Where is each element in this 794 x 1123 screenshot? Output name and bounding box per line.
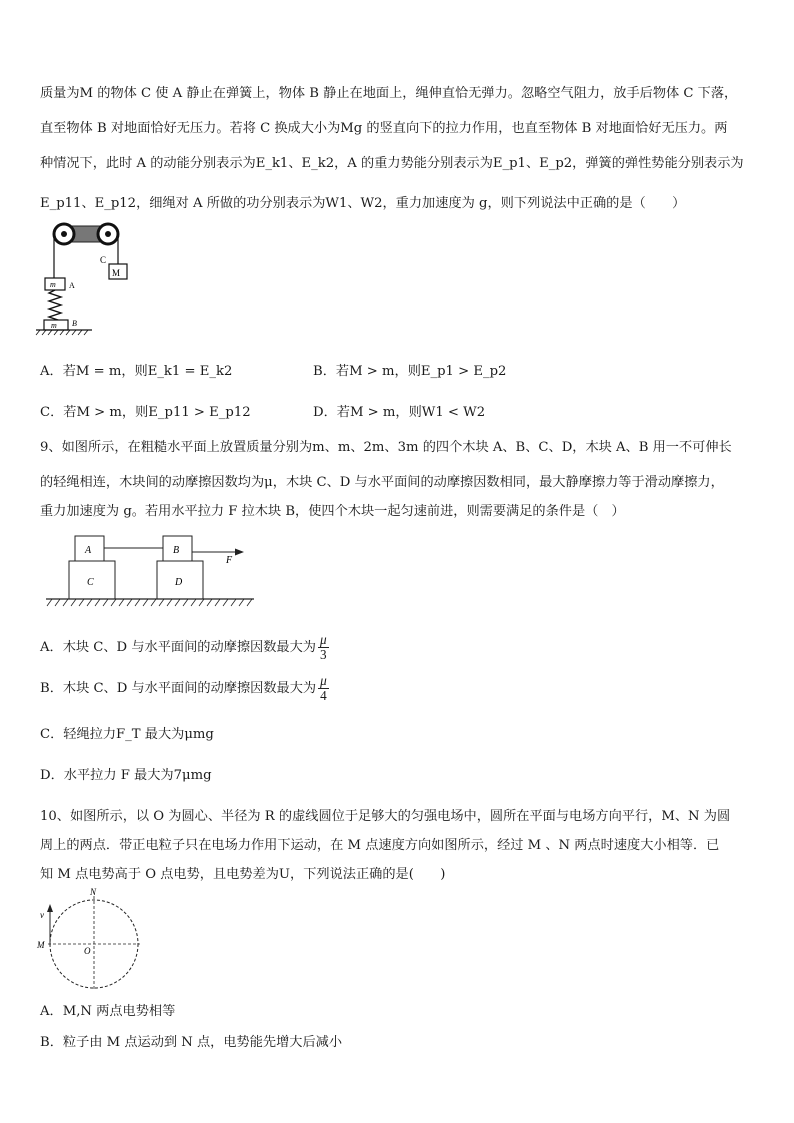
q8-line-4: E_p11、E_p12，细绳对 A 所做的功分别表示为W1、W2，重力加速度为 g，则下列说法中正确的是（ ） (40, 196, 686, 211)
q9-option-c[interactable]: C．轻绳拉力F_T 最大为μmg (40, 727, 214, 742)
q8-line-3: 种情况下，此时 A 的动能分别表示为E_k1、E_k2，A 的重力势能分别表示为E_p1、E_p2，弹簧的弹性势能分别表示为 (40, 156, 744, 171)
q9-option-d[interactable]: D．水平拉力 F 最大为7μmg (40, 768, 212, 783)
spring (49, 290, 61, 324)
label-d: D (175, 577, 183, 588)
q10-line-3: 知 M 点电势高于 O 点电势，且电势差为U，下列说法正确的是( ) (40, 867, 446, 882)
q10-line-2: 周上的两点．带正电粒子只在电场力作用下运动，在 M 点速度方向如图所示，经过 M 、N 两点时速度大小相等．已 (40, 838, 720, 853)
q10-option-a[interactable]: A．M,N 两点电势相等 (40, 1004, 176, 1019)
label-a-mass: m (50, 280, 56, 289)
fraction-mu-over-3 (318, 633, 329, 662)
label-m-upper: M (112, 268, 121, 278)
label-o: O (84, 946, 91, 956)
label-c: C (100, 255, 107, 265)
q9-blocks-figure (44, 534, 258, 612)
q8-option-c[interactable]: C．若M > m，则E_p11 > E_p12 (40, 405, 251, 420)
q9-option-b-text: B．木块 C、D 与水平面间的动摩擦因数最大为 (40, 681, 317, 696)
fraction-denominator: 4 (320, 688, 327, 703)
label-b: B (173, 545, 180, 556)
fraction-numerator: μ (319, 632, 327, 647)
label-n: N (90, 887, 97, 897)
q8-option-b[interactable]: B．若M > m，则E_p1 > E_p2 (313, 364, 507, 379)
q9-option-b[interactable] (40, 674, 329, 703)
fraction-denominator: 3 (319, 647, 327, 662)
q10-option-b[interactable]: B．粒子由 M 点运动到 N 点，电势能先增大后减小 (40, 1035, 343, 1050)
q8-option-d[interactable]: D．若M > m，则W1 < W2 (313, 405, 486, 420)
q8-line-1: 质量为M 的物体 C 使 A 静止在弹簧上，物体 B 静止在地面上，绳伸直恰无弹力。忽略空气阻力，放手后物体 C 下落， (40, 86, 738, 101)
q9-line-3: 重力加速度为 g。若用水平拉力 F 拉木块 B，使四个木块一起匀速前进，则需要满足的条件是（ ） (40, 504, 625, 519)
label-a: A (85, 545, 92, 556)
label-m: M (37, 940, 45, 950)
q10-line-1: 10、如图所示，以 O 为圆心、半径为 R 的虚线圆位于足够大的匀强电场中，圆所在平面与电场方向平行，M、N 为圆 (40, 809, 731, 824)
q9-option-a-text: A．木块 C、D 与水平面间的动摩擦因数最大为 (40, 640, 316, 655)
q10-circle-figure (34, 886, 146, 990)
q8-option-a[interactable]: A．若M = m，则E_k1 = E_k2 (40, 364, 233, 379)
label-b-mass: m (51, 321, 57, 330)
label-f: F (226, 555, 233, 566)
q8-pulley-figure (32, 218, 138, 336)
q9-option-a[interactable] (40, 633, 329, 662)
fraction-mu-over-4 (318, 674, 329, 703)
label-c: C (87, 577, 94, 588)
label-a: A (69, 281, 75, 290)
q9-line-1: 9、如图所示，在粗糙水平面上放置质量分别为m、m、2m、3m 的四个木块 A、B、C、D，木块 A、B 用一不可伸长 (40, 440, 732, 455)
label-v: v (40, 910, 44, 920)
fraction-numerator: μ (320, 673, 327, 688)
q9-line-2: 的轻绳相连，木块间的动摩擦因数均为μ，木块 C、D 与水平面间的动摩擦因数相同，最大静摩擦力等于滑动摩擦力， (40, 475, 724, 490)
q8-line-2: 直至物体 B 对地面恰好无压力。若将 C 换成大小为Mg 的竖直向下的拉力作用，也直至物体 B 对地面恰好无压力。两 (40, 121, 728, 136)
label-b: B (72, 319, 77, 328)
